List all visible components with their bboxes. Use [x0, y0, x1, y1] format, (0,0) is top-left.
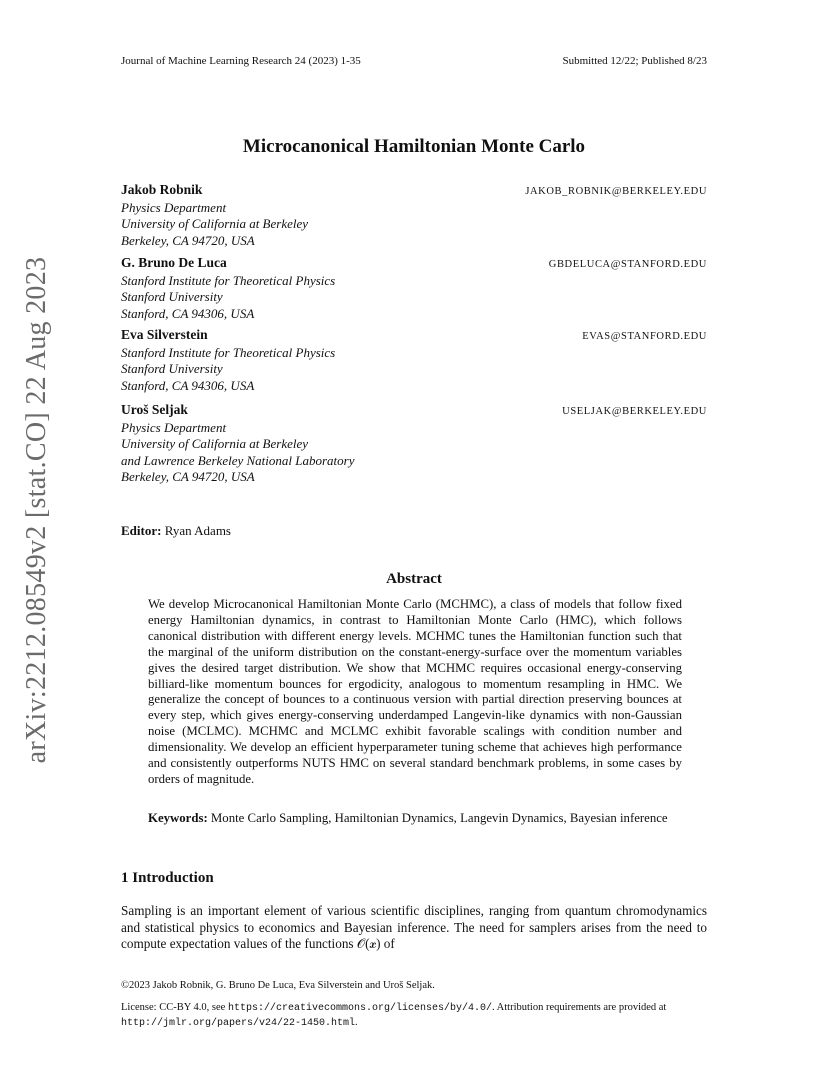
paper-title: Microcanonical Hamiltonian Monte Carlo: [242, 136, 586, 157]
author-block-2: [121, 255, 707, 322]
license-url-link[interactable]: https://creativecommons.org/licenses/by/4.0/: [227, 1003, 492, 1014]
introduction-paragraph: Sampling is an important element of various scientific disciplines, ranging from quantum chromodynamics and statistical physics to economics and Bayesian inference. The need for samplers arises from the need to compute expectation values of the functions 𝒪(𝒙) of: [121, 903, 707, 952]
license-prefix: License: CC-BY 4.0, see: [121, 1002, 228, 1013]
editor-label: Editor:: [121, 523, 162, 538]
author-affiliation-line: University of California at Berkeley: [121, 216, 309, 232]
author-affiliation-line: Stanford, CA 94306, USA: [121, 377, 255, 393]
running-header-dates: Submitted 12/22; Published 8/23: [562, 55, 707, 67]
author-affiliation-line: Physics Department: [121, 200, 227, 216]
paper-url-link[interactable]: http://jmlr.org/papers/v24/22-1450.html: [121, 1018, 356, 1029]
license-suffix: .: [355, 1017, 358, 1028]
author-name: Jakob Robnik: [121, 182, 203, 197]
running-header-journal: Journal of Machine Learning Research 24 (2023) 1-35: [121, 55, 361, 67]
author-affiliation-line: Physics Department: [121, 420, 227, 436]
author-name: G. Bruno De Luca: [121, 255, 227, 270]
author-affiliation-line: University of California at Berkeley: [121, 436, 309, 452]
keywords: [148, 811, 682, 827]
author-block-3: [121, 327, 707, 394]
keywords-label: Keywords:: [148, 811, 208, 825]
author-email: EVAS@STANFORD.EDU: [582, 331, 707, 342]
author-email: GBDELUCA@STANFORD.EDU: [548, 259, 707, 270]
abstract-body: We develop Microcanonical Hamiltonian Monte Carlo (MCHMC), a class of models that follow fixed energy Hamiltonian dynamics, in contrast to Hamiltonian Monte Carlo (HMC), which follows canonical distribution with different energy levels. MCHMC tunes the Hamiltonian function such that the marginal of the uniform distribution on the constant-energy-surface over the momentum variables gives the desired target distribution. We show that MCHMC requires occasional energy-conserving billiard-like momentum bounces for ergodicity, analogous to momentum resampling in HMC. We generalize the concept of bounces to a continuous version with partial direction preserving bounces at every step, which gives energy-conserving underdamped Langevin-like dynamics with non-Gaussian noise (MCLMC). MCHMC and MCLMC exhibit favorable scalings with condition number and dimensionality. We develop an efficient hyperparameter tuning scheme that achieves high performance and consistently outperforms NUTS HMC on several standard benchmark problems, in some cases by orders of magnitude.: [148, 597, 682, 786]
author-affiliation-line: Berkeley, CA 94720, USA: [121, 232, 255, 248]
editor-line: [121, 523, 231, 539]
arxiv-identifier[interactable]: arXiv:2212.08549v2 [stat.CO] 22 Aug 2023: [21, 256, 52, 764]
author-block-1: [121, 182, 707, 249]
author-block-4: [121, 402, 707, 485]
footer-copyright: ©2023 Jakob Robnik, G. Bruno De Luca, Eva Silverstein and Uroš Seljak.: [121, 980, 435, 991]
author-affiliation-line: Berkeley, CA 94720, USA: [121, 468, 255, 484]
abstract-heading: Abstract: [386, 571, 442, 587]
author-affiliation-line: Stanford Institute for Theoretical Physics: [121, 273, 336, 289]
author-email: JAKOB_ROBNIK@BERKELEY.EDU: [525, 186, 707, 197]
author-affiliation-line: Stanford University: [121, 289, 223, 305]
author-affiliation-line: Stanford University: [121, 361, 223, 377]
editor-name: Ryan Adams: [164, 523, 231, 538]
author-email: USELJAK@BERKELEY.EDU: [562, 406, 707, 417]
footer-license: [121, 1001, 711, 1031]
author-affiliation-line: Stanford Institute for Theoretical Physics: [121, 345, 336, 361]
author-affiliation-line: and Lawrence Berkeley National Laboratory: [121, 452, 355, 468]
author-name: Uroš Seljak: [121, 402, 188, 417]
author-name: Eva Silverstein: [121, 327, 208, 342]
author-affiliation-line: Stanford, CA 94306, USA: [121, 305, 255, 321]
keywords-text: Monte Carlo Sampling, Hamiltonian Dynamics, Langevin Dynamics, Bayesian inference: [210, 811, 668, 825]
license-middle: . Attribution requirements are provided at: [491, 1002, 667, 1013]
section-heading-introduction: 1 Introduction: [121, 870, 214, 886]
